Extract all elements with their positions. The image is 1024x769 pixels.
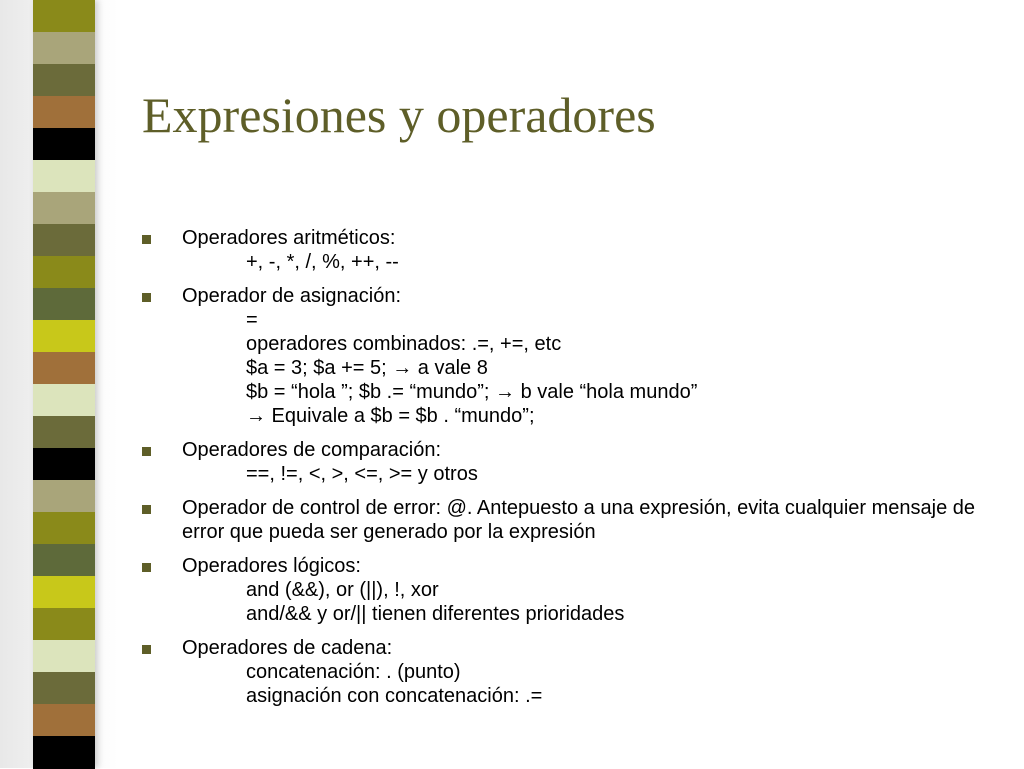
- band-block: [33, 640, 95, 673]
- list-item: [142, 284, 1012, 428]
- band-block: [33, 704, 95, 737]
- band-block: [33, 96, 95, 129]
- band-block: [33, 384, 95, 417]
- list-subitem-text: =: [246, 309, 258, 331]
- band-block: [33, 0, 95, 33]
- square-bullet-icon: [142, 645, 151, 654]
- band-block: [33, 288, 95, 321]
- band-block: [33, 192, 95, 225]
- list-subitem-text: $a = 3; $a += 5; → a vale 8: [246, 357, 488, 379]
- band-block: [33, 224, 95, 257]
- band-block: [33, 416, 95, 449]
- list-item-text: Operadores de cadena:: [182, 637, 393, 659]
- decorative-color-band: [33, 0, 95, 768]
- bullet-list: [142, 226, 1012, 718]
- square-bullet-icon: [142, 505, 151, 514]
- band-block: [33, 128, 95, 161]
- list-subitem-text: and/&& y or/|| tienen diferentes prioridades: [246, 603, 625, 625]
- square-bullet-icon: [142, 235, 151, 244]
- square-bullet-icon: [142, 563, 151, 572]
- list-item: [142, 636, 1012, 708]
- band-block: [33, 480, 95, 513]
- slide-title: Expresiones y operadores: [142, 87, 656, 143]
- list-item-text: Operadores de comparación:: [182, 439, 442, 461]
- band-block: [33, 576, 95, 609]
- list-subitem-text: operadores combinados: .=, +=, etc: [246, 333, 562, 355]
- list-item-text: Operadores lógicos:: [182, 555, 361, 577]
- band-block: [33, 736, 95, 769]
- band-block: [33, 32, 95, 65]
- band-block: [33, 64, 95, 97]
- list-item-text: Operadores aritméticos:: [182, 227, 396, 249]
- list-item-text: Operador de control de error: @. Antepuesto a una expresión, evita cualquier mensaje de error que pueda ser generado por la expresión: [182, 497, 975, 543]
- list-subitem-text: and (&&), or (||), !, xor: [246, 579, 439, 601]
- square-bullet-icon: [142, 293, 151, 302]
- list-item-text: Operador de asignación:: [182, 285, 402, 307]
- band-block: [33, 352, 95, 385]
- list-subitem-text: +, -, *, /, %, ++, --: [246, 251, 399, 273]
- list-item: [142, 438, 1012, 486]
- band-block: [33, 448, 95, 481]
- list-item: [142, 226, 1012, 274]
- band-block: [33, 608, 95, 641]
- list-subitem-text: → Equivale a $b = $b . “mundo”;: [246, 405, 535, 427]
- list-subitem-text: ==, !=, <, >, <=, >= y otros: [246, 463, 478, 485]
- band-block: [33, 320, 95, 353]
- band-block: [33, 160, 95, 193]
- band-block: [33, 512, 95, 545]
- list-subitem-text: asignación con concatenación: .=: [246, 685, 543, 707]
- band-block: [33, 544, 95, 577]
- list-subitem-text: concatenación: . (punto): [246, 661, 461, 683]
- list-item: [142, 554, 1012, 626]
- list-item: [142, 496, 1012, 544]
- list-subitem-text: $b = “hola ”; $b .= “mundo”; → b vale “hola mundo”: [246, 381, 698, 403]
- square-bullet-icon: [142, 447, 151, 456]
- band-block: [33, 256, 95, 289]
- band-block: [33, 672, 95, 705]
